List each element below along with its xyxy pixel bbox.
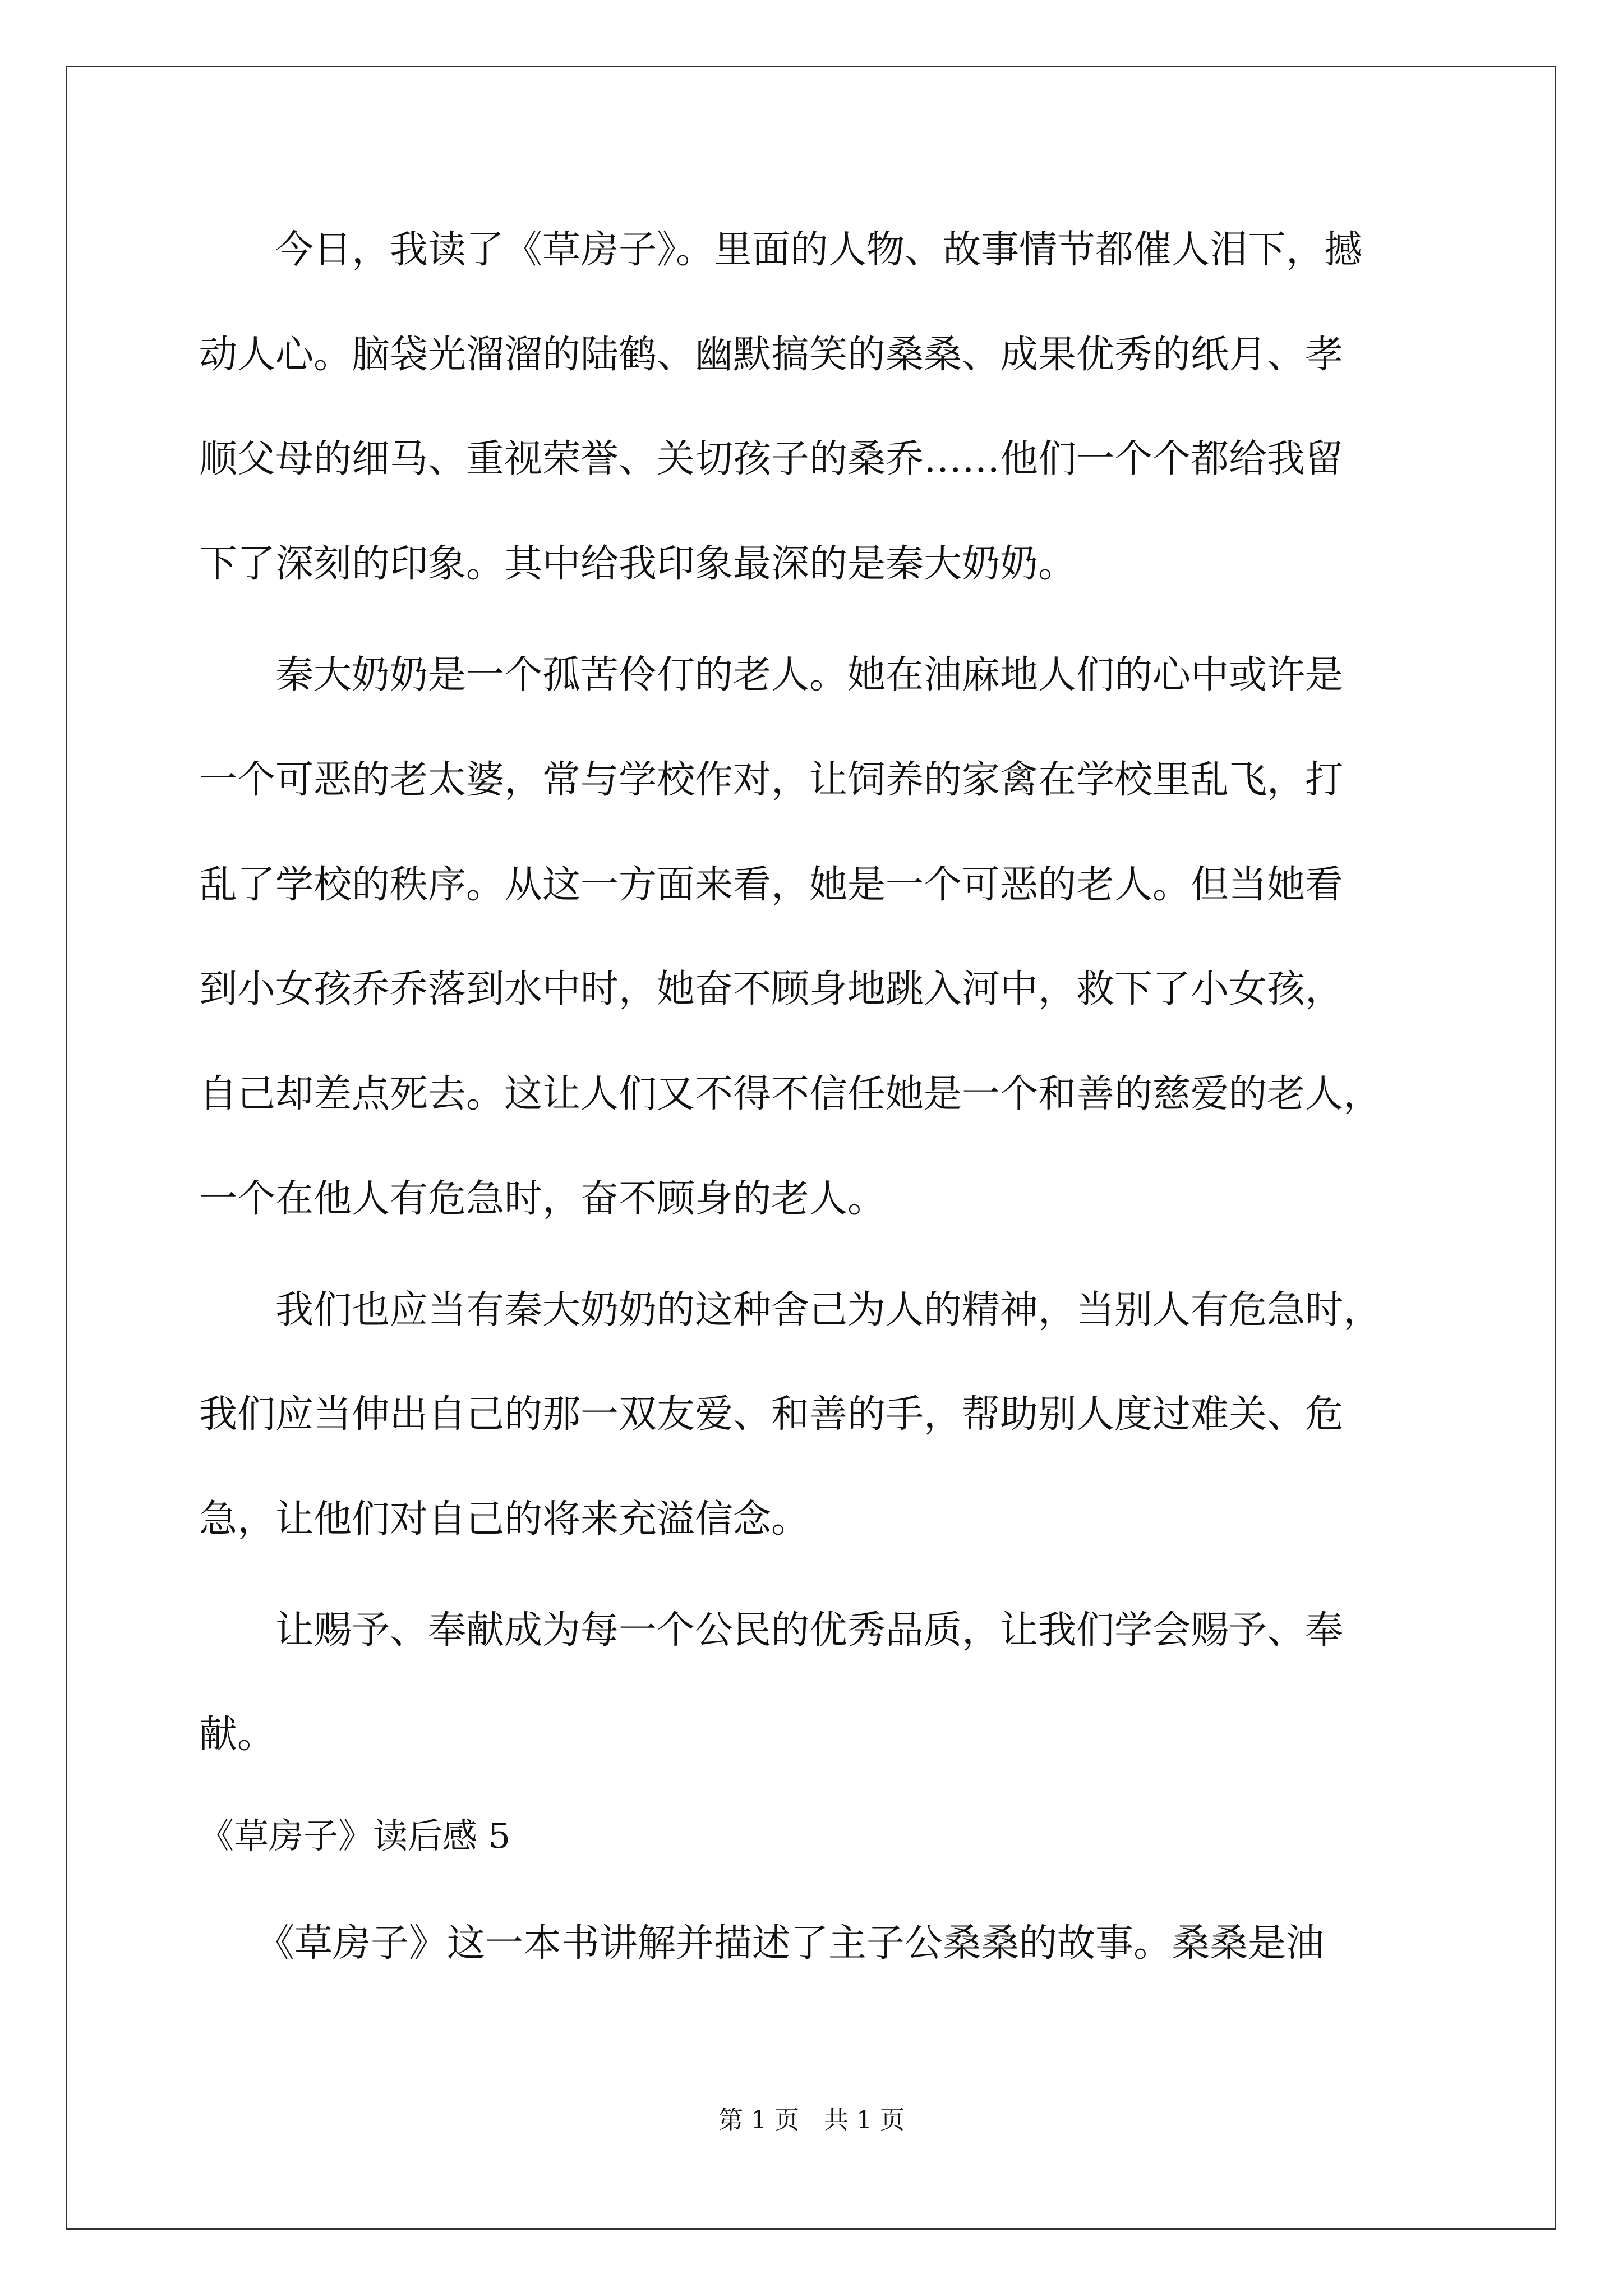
paragraph-line: 乱了学校的秩序。从这一方面来看，她是一个可恶的老人。但当她看 — [199, 863, 1344, 907]
paragraph-line: 一个可恶的老太婆，常与学校作对，让饲养的家禽在学校里乱飞，打 — [199, 758, 1344, 802]
paragraph-line: 顺父母的细马、重视荣誉、关切孩子的桑乔……他们一个个都给我留 — [199, 437, 1344, 481]
paragraph-line: 自己却差点死去。这让人们又不得不信任她是一个和善的慈爱的老人， — [199, 1072, 1382, 1116]
paragraph-line: 《草房子》这一本书讲解并描述了主子公桑桑的故事。桑桑是油 — [199, 1921, 1325, 1966]
section-heading: 《草房子》读后感 5 — [199, 1815, 511, 1856]
paragraph-line: 我们应当伸出自己的那一双友爱、和善的手，帮助别人度过难关、危 — [199, 1392, 1344, 1437]
paragraph-line: 让赐予、奉献成为每一个公民的优秀品质，让我们学会赐予、奉 — [199, 1608, 1344, 1653]
page-footer: 第 1 页 共 1 页 — [718, 2106, 905, 2134]
paragraph-line: 秦大奶奶是一个孤苦伶仃的老人。她在油麻地人们的心中或许是 — [199, 653, 1344, 697]
paragraph-line: 一个在他人有危急时，奋不顾身的老人。 — [199, 1177, 886, 1221]
paragraph-line: 到小女孩乔乔落到水中时，她奋不顾身地跳入河中，救下了小女孩， — [199, 967, 1344, 1011]
paragraph-line: 下了深刻的印象。其中给我印象最深的是秦大奶奶。 — [199, 542, 1077, 586]
paragraph-line: 今日，我读了《草房子》。里面的人物、故事情节都催人泪下，撼 — [199, 228, 1363, 272]
paragraph-line: 我们也应当有秦大奶奶的这种舍己为人的精神，当别人有危急时， — [199, 1288, 1382, 1332]
paragraph-line: 急，让他们对自己的将来充溢信念。 — [199, 1497, 810, 1542]
page-frame — [66, 66, 1556, 2230]
paragraph-line: 动人心。脑袋光溜溜的陆鹤、幽默搞笑的桑桑、成果优秀的纸月、孝 — [199, 333, 1344, 377]
paragraph-line: 献。 — [199, 1713, 276, 1757]
